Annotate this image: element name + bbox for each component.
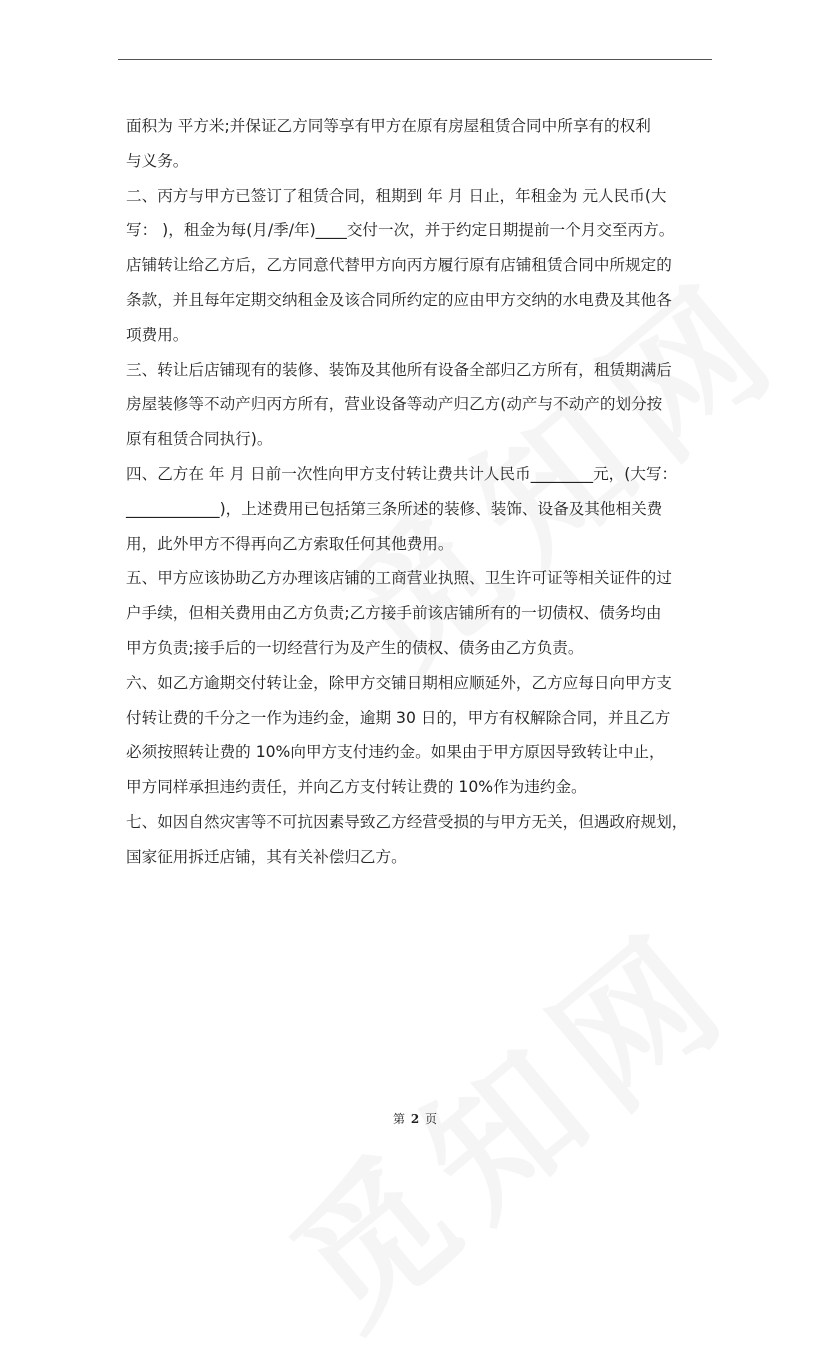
paragraph-clause-5	[126, 561, 712, 665]
text-line: ____________)，上述费用已包括第三条所述的装修、装饰、设备及其他相关费	[126, 499, 663, 518]
text-line: 户手续，但相关费用由乙方负责;乙方接手前该店铺所有的一切债权、债务均由	[126, 604, 662, 623]
text-line: 用，此外甲方不得再向乙方索取任何其他费用。	[126, 534, 454, 553]
text-line: 二、丙方与甲方已签订了租赁合同，租期到 年 月 日止，年租金为 元人民币(大	[126, 186, 667, 205]
paragraph-clause-2	[126, 179, 712, 353]
page-number: 2	[410, 1112, 420, 1126]
text-line: 房屋装修等不动产归丙方所有，营业设备等动产归乙方(动产与不动产的划分按	[126, 395, 663, 414]
text-line: 必须按照转让费的 10%向甲方支付违约金。如果由于甲方原因导致转让中止，	[126, 743, 665, 762]
text-line: 七、如因自然灾害等不可抗因素导致乙方经营受损的与甲方无关，但遇政府规划，	[126, 812, 688, 831]
text-line: 写： )，租金为每(月/季/年)____交付一次，并于约定日期提前一个月交至丙方。	[126, 221, 675, 240]
text-line: 店铺转让给乙方后，乙方同意代替甲方向丙方履行原有店铺租赁合同中所规定的	[126, 256, 672, 275]
page-label-suffix: 页	[425, 1112, 438, 1126]
text-line: 甲方同样承担违约责任，并向乙方支付转让费的 10%作为违约金。	[126, 778, 587, 797]
header-rule	[118, 59, 712, 60]
text-line: 付转让费的千分之一作为违约金，逾期 30 日的，甲方有权解除合同，并且乙方	[126, 708, 671, 727]
text-line: 三、转让后店铺现有的装修、装饰及其他所有设备全部归乙方所有，租赁期满后	[126, 360, 672, 379]
page-label-prefix: 第	[392, 1112, 405, 1126]
paragraph-clause-6	[126, 666, 712, 805]
text-line: 四、乙方在 年 月 日前一次性向甲方支付转让费共计人民币________元，(大写：	[126, 464, 678, 483]
paragraph-clause-3	[126, 353, 712, 457]
text-line: 甲方负责;接手后的一切经营行为及产生的债权、债务由乙方负责。	[126, 638, 584, 657]
page-footer	[0, 1110, 830, 1127]
text-line: 与义务。	[126, 151, 189, 170]
text-line: 六、如乙方逾期交付转让金，除甲方交铺日期相应顺延外，乙方应每日向甲方支	[126, 673, 672, 692]
paragraph-area-rights	[126, 109, 712, 179]
document-body	[126, 109, 712, 875]
text-line: 条款，并且每年定期交纳租金及该合同所约定的应由甲方交纳的水电费及其他各	[126, 290, 672, 309]
text-line: 国家征用拆迁店铺，其有关补偿归乙方。	[126, 847, 407, 866]
text-line: 五、甲方应该协助乙方办理该店铺的工商营业执照、卫生许可证等相关证件的过	[126, 569, 672, 588]
paragraph-clause-7	[126, 805, 712, 875]
text-line: 原有租赁合同执行)。	[126, 430, 273, 449]
paragraph-clause-4	[126, 457, 712, 561]
text-line: 项费用。	[126, 325, 189, 344]
text-line: 面积为 平方米;并保证乙方同等享有甲方在原有房屋租赁合同中所享有的权利	[126, 117, 651, 135]
